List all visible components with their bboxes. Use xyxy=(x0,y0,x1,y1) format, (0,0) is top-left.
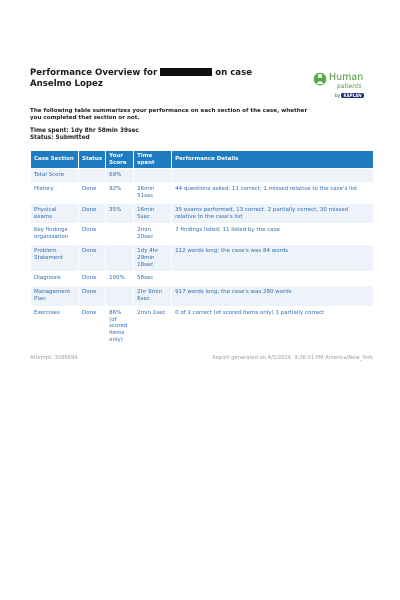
row-status: Done xyxy=(79,244,106,271)
row-score: 86% (of scored items only) xyxy=(106,306,134,347)
row-section: Total Score xyxy=(31,169,79,183)
header-time-spent: Time spent xyxy=(134,150,172,169)
table-row xyxy=(31,183,374,204)
row-time: 2min 1sec xyxy=(134,306,172,347)
row-section: Key findings organization xyxy=(31,224,79,245)
row-section: History xyxy=(31,183,79,204)
row-score: 100% xyxy=(106,272,134,286)
row-score: 92% xyxy=(106,183,134,204)
summary-text: The following table summarizes your performance on each section of the case, whether you completed that section or not. xyxy=(30,108,308,121)
title-prefix: Performance Overview for xyxy=(30,68,158,78)
row-time: 16min 5sec xyxy=(134,203,172,224)
logo-mark-icon xyxy=(313,72,327,86)
title-suffix: on case Anselmo Lopez xyxy=(30,68,253,89)
report-footer xyxy=(30,355,375,363)
header-performance-details: Performance Details xyxy=(172,150,374,169)
report-title xyxy=(30,68,290,90)
row-status: Done xyxy=(79,306,106,347)
table-header-row xyxy=(31,150,374,169)
row-status xyxy=(79,169,106,183)
row-time: 2hr 9min 6sec xyxy=(134,286,172,307)
table-row xyxy=(31,224,374,245)
logo-by-brand: KAPLAN xyxy=(343,93,362,98)
logo-by-text: by xyxy=(335,93,341,98)
table-row xyxy=(31,169,374,183)
report-page xyxy=(30,68,375,363)
row-details xyxy=(172,169,374,183)
report-header xyxy=(30,68,375,102)
table-row xyxy=(31,286,374,307)
row-score xyxy=(106,244,134,271)
row-time xyxy=(134,169,172,183)
row-details: 917 words long; the case's was 280 words xyxy=(172,286,374,307)
row-score xyxy=(106,224,134,245)
row-section: Management Plan xyxy=(31,286,79,307)
table-row xyxy=(31,203,374,224)
table-row xyxy=(31,272,374,286)
row-details: 112 words long; the case's was 84 words xyxy=(172,244,374,271)
row-time: 26min 51sec xyxy=(134,183,172,204)
row-section: Diagnosis xyxy=(31,272,79,286)
human-patients-logo xyxy=(313,72,371,106)
logo-brand: Human xyxy=(329,72,364,83)
row-status: Done xyxy=(79,272,106,286)
row-time: 2min 20sec xyxy=(134,224,172,245)
row-status: Done xyxy=(79,203,106,224)
row-status: Done xyxy=(79,183,106,204)
row-details xyxy=(172,272,374,286)
row-time: 1dy 4hr 29min 18sec xyxy=(134,244,172,271)
row-score: 69% xyxy=(106,169,134,183)
row-section: Exercises xyxy=(31,306,79,347)
row-section: Physical exams xyxy=(31,203,79,224)
table-row xyxy=(31,306,374,347)
table-row xyxy=(31,244,374,271)
row-time: 58sec xyxy=(134,272,172,286)
header-case-section: Case Section xyxy=(31,150,79,169)
row-details: 7 findings listed; 11 listed by the case xyxy=(172,224,374,245)
row-section: Problem Statement xyxy=(31,244,79,271)
header-your-score: Your Score xyxy=(106,150,134,169)
attempt-id: Attempt: 3096694 xyxy=(30,354,78,361)
row-score: 35% xyxy=(106,203,134,224)
row-details: 44 questions asked, 11 correct, 1 missed relative to the case's list xyxy=(172,183,374,204)
row-details: 0 of 1 correct (of scored items only) 1 partially correct xyxy=(172,306,374,347)
status-text: Status: Submitted xyxy=(30,135,90,142)
logo-brand-line2: patients xyxy=(337,83,362,90)
header-status: Status xyxy=(79,150,106,169)
row-details: 35 exams performed, 13 correct, 2 partially correct, 30 missed relative to the case's list xyxy=(172,203,374,224)
generated-timestamp: Report generated on 4/5/2024, 9:26:51 PM America/New_York xyxy=(212,354,373,361)
time-spent: Time spent: 1dy 8hr 58min 39sec xyxy=(30,128,139,134)
logo-by xyxy=(335,93,364,98)
performance-table xyxy=(30,150,374,348)
row-status: Done xyxy=(79,286,106,307)
redacted-name xyxy=(160,68,212,76)
row-status: Done xyxy=(79,224,106,245)
row-score xyxy=(106,286,134,307)
